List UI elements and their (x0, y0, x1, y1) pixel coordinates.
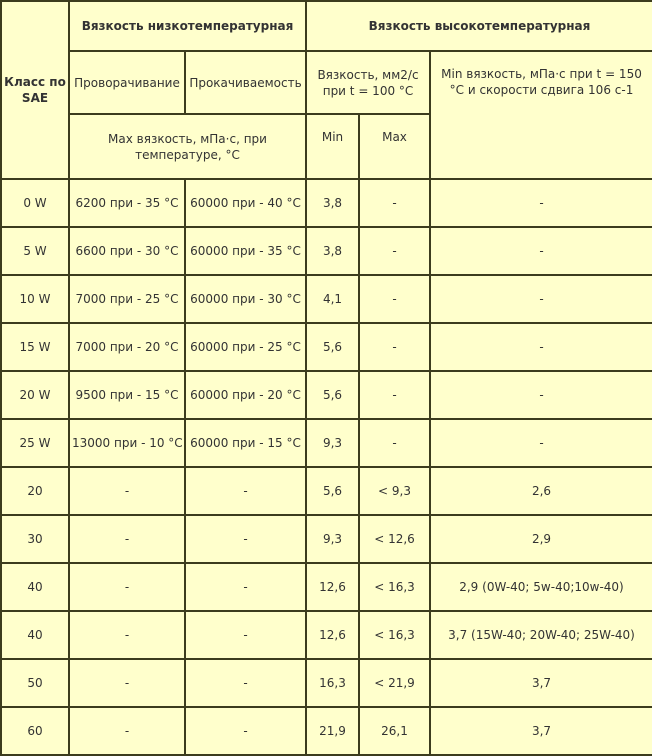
cell-pumping: 60000 при - 35 °С (185, 227, 306, 275)
header-low-temp-viscosity: Вязкость низкотемпературная (69, 1, 306, 51)
cell-min: 3,8 (306, 227, 359, 275)
cell-cranking: 13000 при - 10 °С (69, 419, 185, 467)
header-kinematic-viscosity: Вязкость, мм2/с при t = 100 °С (306, 51, 430, 114)
header-hths-viscosity: Min вязкость, мПа·с при t = 150 °С и скорости сдвига 106 с-1 (430, 51, 652, 179)
cell-max: - (359, 419, 430, 467)
table-row (1, 515, 652, 563)
cell-sae-class: 30 (1, 515, 69, 563)
cell-hths: 2,6 (430, 467, 652, 515)
cell-cranking: 6600 при - 30 °С (69, 227, 185, 275)
cell-sae-class: 20 (1, 467, 69, 515)
cell-min: 5,6 (306, 371, 359, 419)
cell-sae-class: 5 W (1, 227, 69, 275)
cell-cranking: - (69, 611, 185, 659)
cell-hths: - (430, 323, 652, 371)
cell-sae-class: 60 (1, 707, 69, 755)
cell-cranking: 9500 при - 15 °С (69, 371, 185, 419)
cell-hths: - (430, 179, 652, 227)
cell-pumping: - (185, 707, 306, 755)
cell-max: < 9,3 (359, 467, 430, 515)
cell-min: 21,9 (306, 707, 359, 755)
cell-pumping: 60000 при - 30 °С (185, 275, 306, 323)
cell-hths: - (430, 227, 652, 275)
cell-max: - (359, 275, 430, 323)
cell-min: 16,3 (306, 659, 359, 707)
cell-min: 5,6 (306, 467, 359, 515)
cell-min: 3,8 (306, 179, 359, 227)
cell-pumping: 60000 при - 40 °С (185, 179, 306, 227)
cell-min: 5,6 (306, 323, 359, 371)
cell-max: < 16,3 (359, 563, 430, 611)
cell-cranking: - (69, 659, 185, 707)
cell-pumping: 60000 при - 15 °С (185, 419, 306, 467)
table-row (1, 707, 652, 755)
header-high-temp-viscosity: Вязкость высокотемпературная (306, 1, 652, 51)
table-row (1, 419, 652, 467)
cell-hths: - (430, 419, 652, 467)
cell-pumping: - (185, 515, 306, 563)
cell-min: 9,3 (306, 419, 359, 467)
cell-sae-class: 10 W (1, 275, 69, 323)
cell-cranking: - (69, 563, 185, 611)
table-row (1, 563, 652, 611)
cell-sae-class: 0 W (1, 179, 69, 227)
table-row (1, 467, 652, 515)
cell-pumping: 60000 при - 20 °С (185, 371, 306, 419)
cell-min: 12,6 (306, 611, 359, 659)
header-cranking: Проворачивание (69, 51, 185, 114)
header-min: Min (306, 114, 359, 179)
cell-cranking: - (69, 515, 185, 563)
cell-pumping: - (185, 611, 306, 659)
cell-hths: - (430, 371, 652, 419)
cell-sae-class: 15 W (1, 323, 69, 371)
cell-cranking: 7000 при - 25 °С (69, 275, 185, 323)
cell-min: 9,3 (306, 515, 359, 563)
cell-cranking: - (69, 467, 185, 515)
cell-max: < 16,3 (359, 611, 430, 659)
cell-sae-class: 50 (1, 659, 69, 707)
header-sae-class: Класс по SAE (1, 1, 69, 179)
header-max: Max (359, 114, 430, 179)
cell-sae-class: 40 (1, 563, 69, 611)
cell-max: - (359, 323, 430, 371)
header-pumping: Прокачиваемость (185, 51, 306, 114)
cell-min: 12,6 (306, 563, 359, 611)
cell-max: 26,1 (359, 707, 430, 755)
cell-cranking: - (69, 707, 185, 755)
cell-max: - (359, 371, 430, 419)
cell-hths: 2,9 (0W-40; 5w-40;10w-40) (430, 563, 652, 611)
cell-pumping: - (185, 659, 306, 707)
cell-pumping: 60000 при - 25 °С (185, 323, 306, 371)
cell-cranking: 7000 при - 20 °С (69, 323, 185, 371)
table-row (1, 659, 652, 707)
cell-sae-class: 40 (1, 611, 69, 659)
cell-min: 4,1 (306, 275, 359, 323)
table-row (1, 611, 652, 659)
cell-max: - (359, 227, 430, 275)
table-row (1, 323, 652, 371)
cell-hths: - (430, 275, 652, 323)
table-row (1, 227, 652, 275)
cell-sae-class: 25 W (1, 419, 69, 467)
table-row (1, 179, 652, 227)
cell-hths: 3,7 (15W-40; 20W-40; 25W-40) (430, 611, 652, 659)
table-row (1, 275, 652, 323)
header-row-1 (1, 1, 652, 51)
table-row (1, 371, 652, 419)
cell-hths: 3,7 (430, 707, 652, 755)
cell-pumping: - (185, 563, 306, 611)
cell-pumping: - (185, 467, 306, 515)
cell-sae-class: 20 W (1, 371, 69, 419)
cell-hths: 3,7 (430, 659, 652, 707)
cell-cranking: 6200 при - 35 °С (69, 179, 185, 227)
cell-max: < 21,9 (359, 659, 430, 707)
header-row-2 (1, 51, 652, 114)
cell-max: < 12,6 (359, 515, 430, 563)
header-max-viscosity-temperature: Max вязкость, мПа·с, при температуре, °С (69, 114, 306, 179)
cell-max: - (359, 179, 430, 227)
cell-hths: 2,9 (430, 515, 652, 563)
